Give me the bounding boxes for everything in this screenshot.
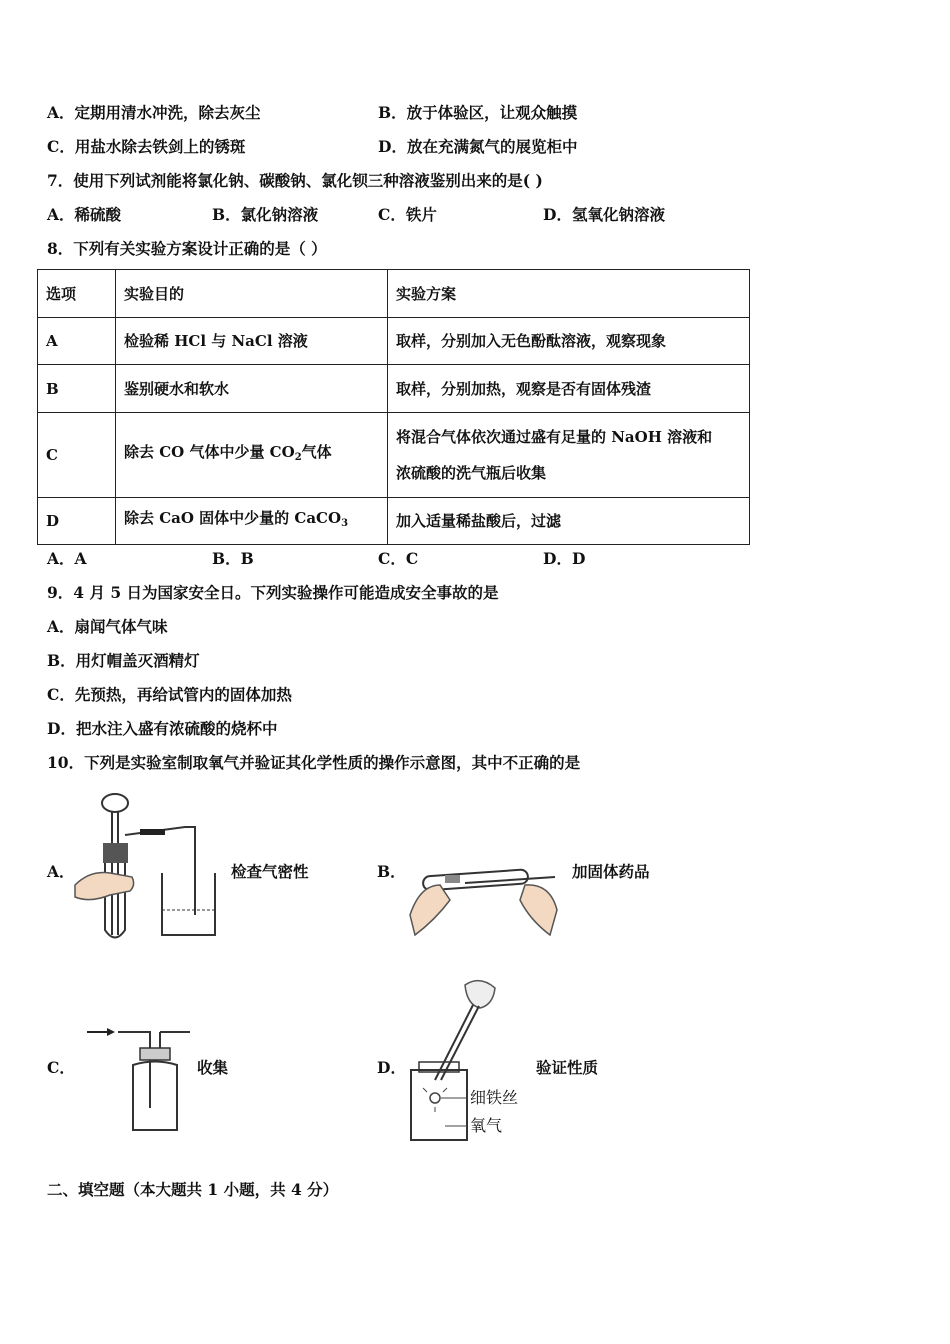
table-header-cell: 实验目的: [116, 270, 388, 318]
table-cell-option: B: [38, 365, 116, 413]
table-cell-option: D: [38, 498, 116, 545]
add-solid-reagent-figure: [405, 855, 565, 940]
airtightness-check-figure: [70, 785, 230, 945]
table-cell-option: C: [38, 413, 116, 498]
table-header-row: [38, 270, 750, 318]
q8-option-a: A．A: [47, 549, 87, 568]
table-cell-plan: [388, 413, 750, 498]
q7-option-a: A．稀硫酸: [47, 205, 122, 224]
q10-option-c-caption: 收集: [197, 1058, 229, 1077]
q6-option-c: C．用盐水除去铁剑上的锈斑: [47, 137, 246, 156]
iron-wire-label: 细铁丝: [470, 1088, 519, 1107]
q7-stem: 7．使用下列试剂能将氯化钠、碳酸钠、氯化钡三种溶液鉴别出来的是( ): [47, 171, 543, 190]
goal-text: 气体: [301, 443, 332, 461]
q10-option-b-caption: 加固体药品: [572, 862, 650, 881]
q8-stem: 8．下列有关实验方案设计正确的是（ ）: [47, 239, 327, 258]
q6-option-a: A．定期用清水冲洗，除去灰尘: [47, 103, 261, 122]
table-cell-plan: 取样，分别加热，观察是否有固体残渣: [388, 365, 750, 413]
q10-option-b-letter: B．: [377, 862, 406, 881]
goal-text: 除去 CaO 固体中少量的 CaCO: [124, 509, 342, 527]
q8-option-b: B．B: [212, 549, 254, 568]
table-row: [38, 413, 750, 498]
table-cell-plan: 取样，分别加入无色酚酞溶液，观察现象: [388, 318, 750, 365]
q6-option-d: D．放在充满氮气的展览柜中: [378, 137, 578, 156]
q8-option-d: D．D: [543, 549, 586, 568]
subscript: 2: [294, 452, 302, 463]
q9-option-c: C．先预热，再给试管内的固体加热: [47, 685, 292, 704]
table-cell-plan: 加入适量稀盐酸后，过滤: [388, 498, 750, 545]
q9-option-d: D．把水注入盛有浓硫酸的烧杯中: [47, 719, 278, 738]
section-two-heading: 二、填空题（本大题共 1 小题，共 4 分）: [47, 1180, 339, 1199]
q9-option-b: B．用灯帽盖灭酒精灯: [47, 651, 200, 670]
table-cell-goal: [116, 413, 388, 498]
q6-option-b: B．放于体验区，让观众触摸: [378, 103, 578, 122]
table-cell-goal: [116, 498, 388, 545]
q10-option-a-caption: 检查气密性: [231, 862, 309, 881]
q10-option-d-caption: 验证性质: [536, 1058, 599, 1077]
q7-option-d: D．氢氧化钠溶液: [543, 205, 665, 224]
subscript: 3: [341, 518, 349, 529]
table-row: [38, 498, 750, 545]
table-header-cell: 选项: [38, 270, 116, 318]
plan-line: 将混合气体依次通过盛有足量的 NaOH 溶液和: [396, 428, 713, 446]
q7-option-c: C．铁片: [378, 205, 437, 224]
q10-option-a-letter: A．: [47, 862, 75, 881]
q8-option-c: C．C: [378, 549, 419, 568]
q10-option-d-letter: D．: [377, 1058, 406, 1077]
q10-stem: 10．下列是实验室制取氧气并验证其化学性质的操作示意图，其中不正确的是: [47, 753, 581, 772]
table-cell-goal: 检验稀 HCl 与 NaCl 溶液: [116, 318, 388, 365]
gas-collection-figure: [85, 1020, 195, 1140]
table-row: [38, 318, 750, 365]
q7-option-b: B．氯化钠溶液: [212, 205, 319, 224]
table-row: [38, 365, 750, 413]
experiment-table: [37, 269, 750, 545]
oxygen-label: 氧气: [470, 1116, 503, 1135]
table-cell-option: A: [38, 318, 116, 365]
plan-line: 浓硫酸的洗气瓶后收集: [396, 464, 547, 482]
table-cell-goal: 鉴别硬水和软水: [116, 365, 388, 413]
goal-text: 除去 CO 气体中少量 CO: [124, 443, 295, 461]
q9-option-a: A．扇闻气体气味: [47, 617, 168, 636]
q9-stem: 9．4 月 5 日为国家安全日。下列实验操作可能造成安全事故的是: [47, 583, 499, 602]
q10-option-c-letter: C．: [47, 1058, 75, 1077]
table-header-cell: 实验方案: [388, 270, 750, 318]
